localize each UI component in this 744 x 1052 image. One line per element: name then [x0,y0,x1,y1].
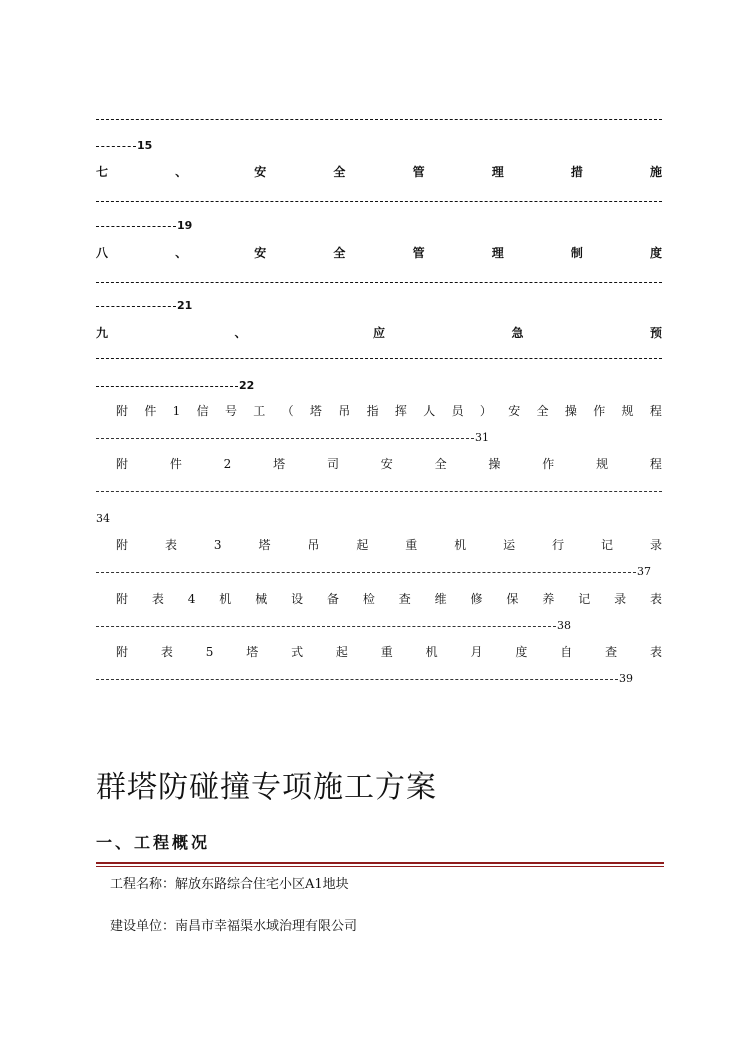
toc-title-char: 附 [116,457,129,471]
toc-title-char: 备 [326,592,339,606]
toc-entry-title[interactable] [96,325,662,341]
toc-leader-line [96,358,662,359]
toc-title-char: 预 [649,326,662,340]
toc-title-char: 附 [116,404,129,418]
toc-page-number: 15 [96,139,152,153]
toc-title-char: 全 [333,246,346,260]
toc-entry-title[interactable] [116,403,662,419]
toc-title-char: 塔 [309,404,322,418]
toc-title-char: 、 [175,246,188,260]
toc-title-char: 起 [335,645,348,659]
toc-title-char: ） [479,404,492,418]
toc-title-char: 行 [552,538,565,552]
toc-title-char: 信 [196,404,209,418]
toc-title-char: 自 [560,645,573,659]
toc-title-char: 理 [491,246,504,260]
toc-title-char: 记 [578,592,591,606]
toc-title-char: 查 [398,592,411,606]
toc-title-char: 塔 [246,645,259,659]
toc-title-char: 表 [151,592,164,606]
toc-title-char: 全 [536,404,549,418]
toc-entry-title[interactable] [116,591,662,607]
toc-title-char: 重 [380,645,393,659]
toc-title-char: 表 [160,645,173,659]
toc-title-char: 查 [605,645,618,659]
toc-title-char: 度 [649,246,662,260]
toc-title-char: 附 [116,538,129,552]
toc-title-char: 械 [255,592,268,606]
toc-title-char: 管 [412,246,425,260]
toc-title-char: 吊 [307,538,320,552]
toc-title-char: 措 [570,165,583,179]
toc-title-char: 吊 [338,404,351,418]
toc-title-char: （ [281,404,294,418]
toc-title-char: 录 [649,538,662,552]
toc-title-char: 安 [254,165,267,179]
toc-title-char: 度 [515,645,528,659]
toc-title-char: 附 [116,645,129,659]
toc-title-char: 作 [542,457,555,471]
toc-title-char: 2 [223,457,232,471]
toc-title-char: 修 [470,592,483,606]
toc-title-char: 管 [412,165,425,179]
toc-page-number: 37 [96,565,651,579]
toc-title-char: 1 [172,404,181,418]
toc-page-number: 21 [96,299,192,313]
toc-title-char: 表 [164,538,177,552]
toc-entry-title[interactable] [96,245,662,261]
toc-title-char: 机 [219,592,232,606]
section-heading: 一、工程概况 [96,833,211,852]
toc-entry-title[interactable] [116,537,662,553]
toc-title-char: 养 [542,592,555,606]
toc-title-char: 人 [423,404,436,418]
project-name-line: 工程名称：解放东路综合住宅小区A1地块 [110,877,349,892]
toc-title-char: 3 [213,538,222,552]
toc-page-number: 34 [96,512,110,525]
toc-title-char: 检 [362,592,375,606]
toc-title-char: 起 [356,538,369,552]
toc-title-char: 号 [224,404,237,418]
toc-title-char: 表 [649,645,662,659]
toc-leader-line [96,119,662,120]
toc-title-char: 、 [234,326,247,340]
toc-title-char: 操 [488,457,501,471]
toc-title-char: 挥 [394,404,407,418]
toc-page-number: 19 [96,219,192,233]
toc-title-char: 5 [205,645,214,659]
toc-title-char: 安 [380,457,393,471]
toc-page-number: 22 [96,379,254,393]
toc-title-char: 制 [570,246,583,260]
toc-leader-line [96,491,662,492]
document-title: 群塔防碰撞专项施工方案 [96,770,437,805]
toc-title-char: 作 [593,404,606,418]
toc-title-char: 全 [434,457,447,471]
toc-title-char: 司 [326,457,339,471]
toc-title-char: 安 [508,404,521,418]
toc-title-char: 附 [116,592,129,606]
toc-title-char: 应 [372,326,385,340]
toc-title-char: 机 [425,645,438,659]
toc-title-char: 保 [506,592,519,606]
toc-title-char: 重 [405,538,418,552]
toc-title-char: 急 [511,326,524,340]
toc-title-char: 运 [503,538,516,552]
toc-title-char: 月 [470,645,483,659]
toc-title-char: 操 [564,404,577,418]
toc-title-char: 维 [434,592,447,606]
toc-title-char: 件 [169,457,182,471]
toc-title-char: 件 [144,404,157,418]
toc-title-char: 规 [621,404,634,418]
toc-page-number: 38 [96,619,571,633]
construction-unit-line: 建设单位：南昌市幸福渠水域治理有限公司 [110,919,358,934]
toc-title-char: 4 [187,592,196,606]
toc-title-char: 程 [649,404,662,418]
toc-title-char: 记 [601,538,614,552]
toc-entry-title[interactable] [116,644,662,660]
toc-title-char: 工 [253,404,266,418]
toc-title-char: 式 [291,645,304,659]
toc-title-char: 塔 [258,538,271,552]
toc-title-char: 程 [649,457,662,471]
toc-title-char: 表 [649,592,662,606]
toc-title-char: 、 [175,165,188,179]
toc-page-number: 31 [96,431,489,445]
toc-title-char: 七 [96,165,109,179]
toc-entry-title[interactable] [116,456,662,472]
toc-title-char: 塔 [273,457,286,471]
toc-title-char: 八 [96,246,109,260]
toc-title-char: 员 [451,404,464,418]
toc-title-char: 理 [491,165,504,179]
toc-title-char: 指 [366,404,379,418]
toc-title-char: 九 [96,326,109,340]
toc-title-char: 规 [596,457,609,471]
toc-page-number: 39 [96,672,633,686]
toc-title-char: 机 [454,538,467,552]
toc-title-char: 设 [291,592,304,606]
toc-title-char: 施 [649,165,662,179]
toc-title-char: 全 [333,165,346,179]
toc-title-char: 安 [254,246,267,260]
section-divider [96,866,664,867]
toc-leader-line [96,201,662,202]
section-divider [96,862,664,864]
toc-leader-line [96,282,662,283]
toc-entry-title[interactable] [96,164,662,180]
toc-title-char: 录 [614,592,627,606]
